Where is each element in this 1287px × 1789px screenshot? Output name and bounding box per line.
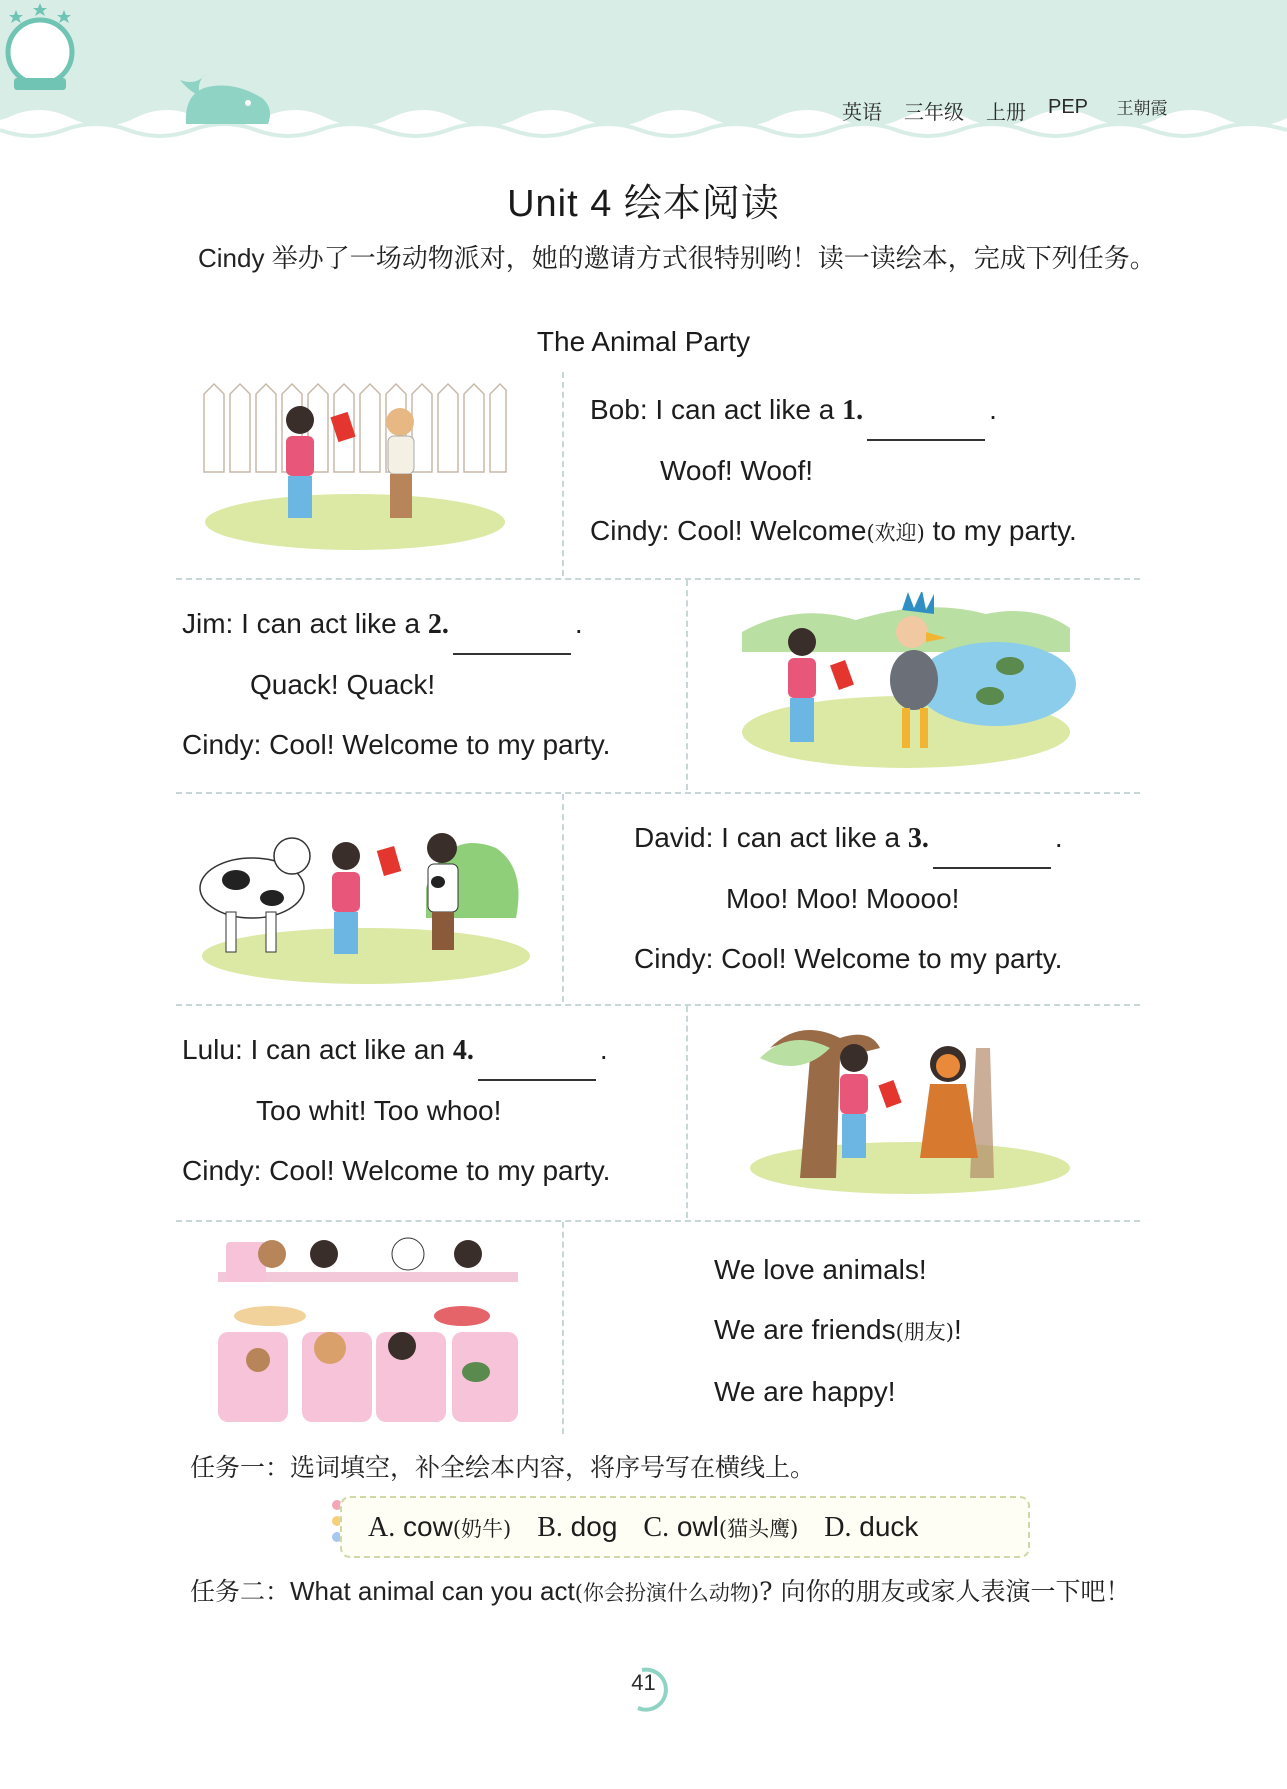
panel-2-line-2: Quack! Quack!: [250, 669, 436, 700]
illustration-owl-party: [740, 1018, 1070, 1198]
word-options-box: [340, 1496, 1030, 1558]
blank-number-3: 3.: [907, 823, 929, 854]
panel-1-line-2: Woof! Woof!: [660, 455, 814, 486]
divider: [176, 792, 1140, 794]
task-1-instruction: 任务一：选词填空，补全绘本内容，将序号写在横线上。: [190, 1453, 816, 1482]
option-c: C. owl(猫头鹰): [643, 1510, 799, 1543]
intro-paragraph: Cindy 举办了一场动物派对，她的邀请方式很特别哟！读一读绘本，完成下列任务。: [198, 243, 1156, 273]
illustration-cow-party: [196, 808, 536, 988]
panel-1-line-1: Bob: I can act like a: [590, 394, 843, 425]
grade-label: 三年级: [904, 102, 964, 124]
panel-5-line-2: We are friends: [714, 1314, 896, 1345]
panel-5-line-1: We love animals!: [714, 1254, 927, 1285]
panel-1-line-3: Cindy: Cool! Welcome: [590, 515, 867, 546]
divider: [176, 1004, 1140, 1006]
answer-blank-2[interactable]: [453, 627, 571, 655]
panel-3-line-2: Moo! Moo! Moooo!: [726, 883, 960, 914]
panel-4-line-1: Lulu: I can act like an: [182, 1034, 453, 1065]
panel-5-cn-gloss: (朋友): [895, 1320, 954, 1344]
brand-name: 王朝霞: [1116, 99, 1168, 119]
answer-blank-3[interactable]: [933, 841, 1051, 869]
page-title: Unit 4 绘本阅读: [507, 183, 780, 225]
divider: [562, 1222, 564, 1434]
panel-3-text: David: I can act like a 3. . Moo! Moo! Moooo! Cindy: Cool! Welcome to my party.: [634, 808, 1063, 989]
story-title: The Animal Party: [536, 326, 751, 357]
panel-5-text: [714, 1240, 962, 1422]
breadcrumb: [842, 96, 1088, 125]
volume-label: 上册: [986, 102, 1026, 124]
illustration-dog-party: [200, 380, 510, 550]
panel-2-text: Jim: I can act like a 2. . Quack! Quack! Cindy: Cool! Welcome to my party.: [182, 594, 610, 775]
panel-1-cn-gloss: (欢迎): [866, 521, 925, 545]
panel-5-line-2-end: !: [953, 1314, 962, 1345]
panel-2-line-3: Cindy: Cool! Welcome to my party.: [182, 729, 611, 760]
divider: [562, 794, 564, 1002]
answer-blank-4[interactable]: [478, 1053, 596, 1081]
task-2-instruction: 任务二：What animal can you act(你会扮演什么动物)? 向你的朋友或家人表演一下吧！: [190, 1576, 1131, 1606]
answer-blank-1[interactable]: [867, 413, 985, 441]
panel-3-line-1: David: I can act like a: [634, 822, 908, 853]
panel-4-text: Lulu: I can act like an 4. . Too whit! Too whoo! Cindy: Cool! Welcome to my party.: [182, 1020, 610, 1201]
illustration-duck-party: [736, 592, 1076, 772]
panel-3-line-3: Cindy: Cool! Welcome to my party.: [634, 943, 1063, 974]
panel-4-line-3: Cindy: Cool! Welcome to my party.: [182, 1155, 611, 1186]
edition-label: PEP: [1048, 96, 1089, 118]
option-b: B. dog: [537, 1510, 618, 1543]
page-number: 41: [631, 1670, 656, 1695]
option-a: A. cow(奶牛): [368, 1510, 512, 1543]
header-wave-band: [0, 0, 1287, 160]
panel-1-line-3-end: to my party.: [924, 515, 1077, 546]
panel-4-line-2: Too whit! Too whoo!: [256, 1095, 502, 1126]
panel-1-text: Bob: I can act like a 1. . Woof! Woof! Cindy: Cool! Welcome(欢迎) to my party.: [590, 394, 1077, 546]
page-header: [0, 0, 1287, 160]
blank-number-4: 4.: [452, 1035, 474, 1066]
blank-number-1: 1.: [842, 395, 864, 426]
option-d: D. duck: [824, 1510, 919, 1543]
illustration-party-table: [212, 1232, 522, 1432]
divider: [176, 578, 1140, 580]
blank-number-2: 2.: [427, 609, 449, 640]
divider: [686, 580, 688, 790]
divider: [176, 1220, 1140, 1222]
panel-5-line-3: We are happy!: [714, 1376, 896, 1407]
panel-2-line-1: Jim: I can act like a: [182, 608, 428, 639]
subject-label: 英语: [842, 102, 882, 124]
divider: [562, 372, 564, 576]
divider: [686, 1006, 688, 1218]
brand-logo: [0, 0, 80, 96]
